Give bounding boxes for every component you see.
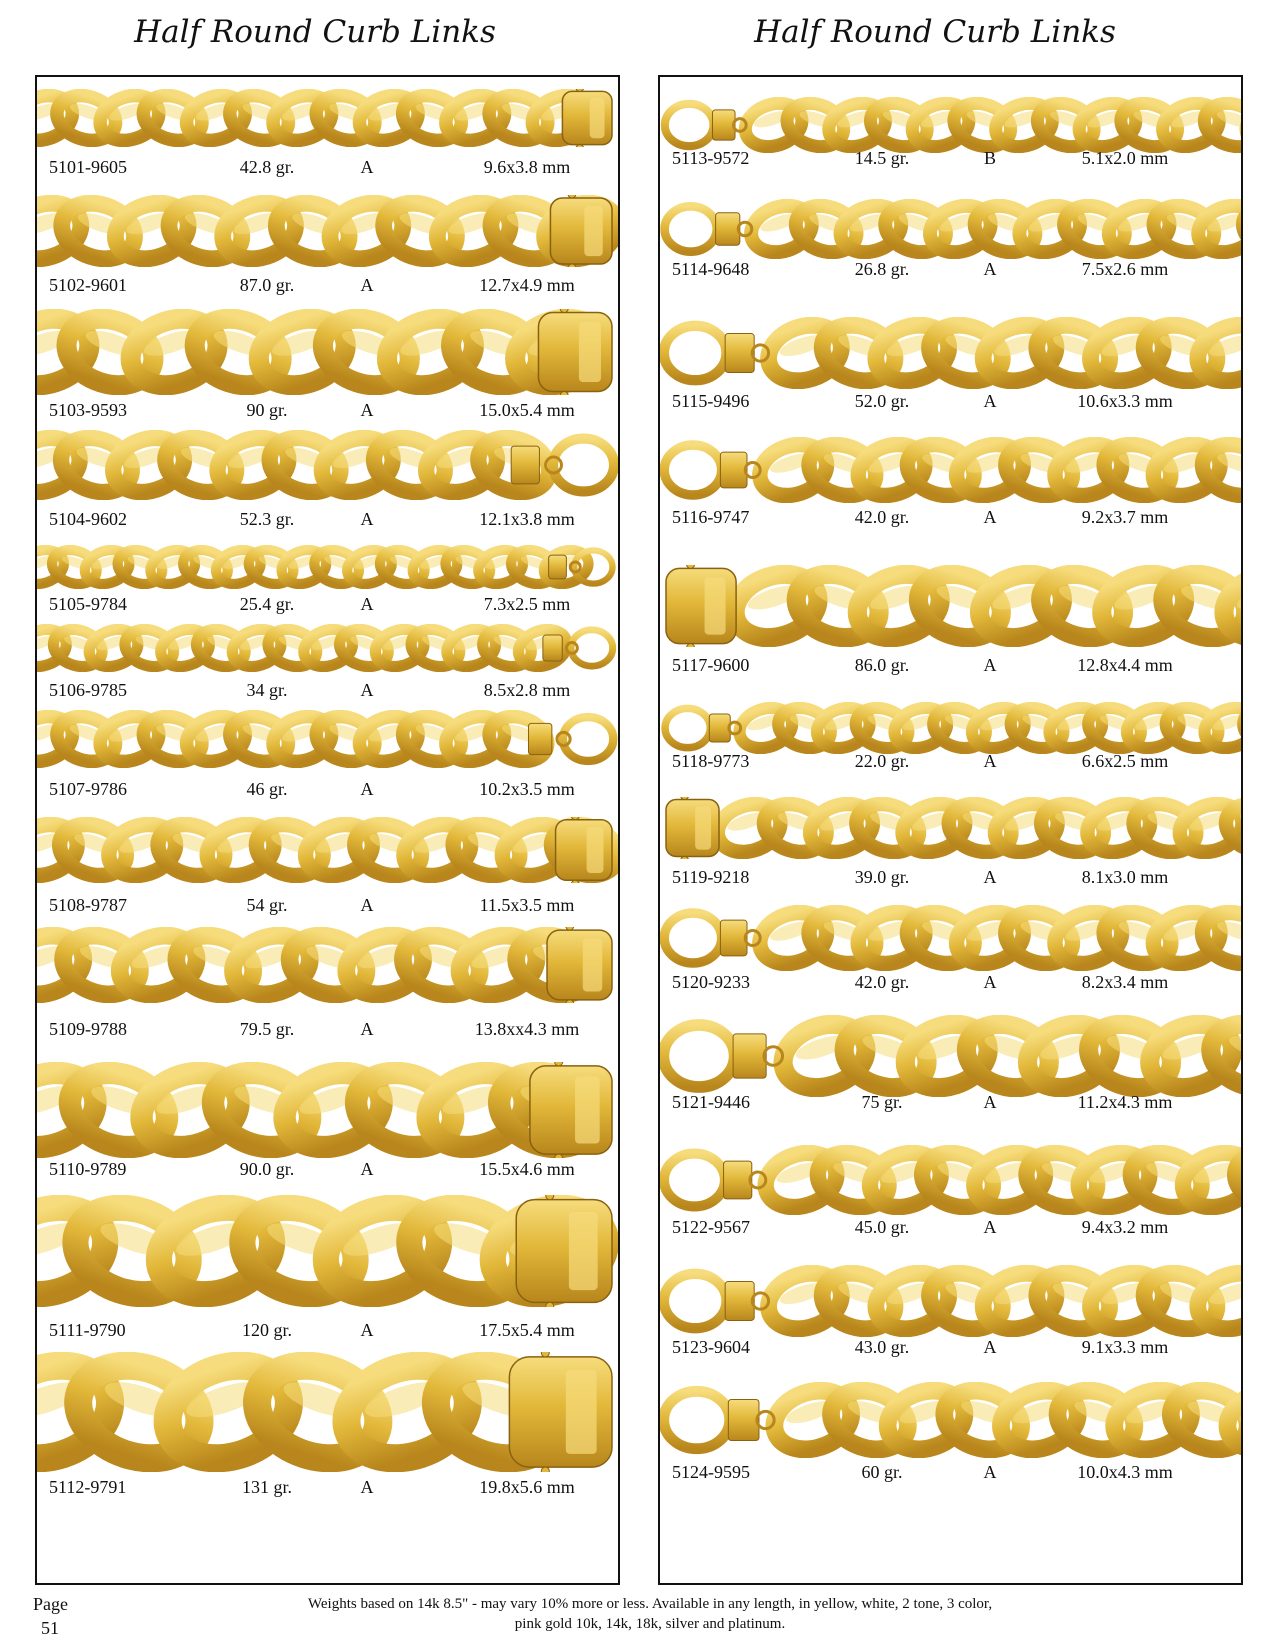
chain-image bbox=[37, 309, 618, 395]
left-catalog-panel bbox=[35, 75, 620, 1585]
item-grade: A bbox=[983, 1217, 997, 1237]
item-grade: A bbox=[360, 1019, 374, 1039]
lobster-clasp-icon bbox=[664, 326, 769, 380]
chain-item bbox=[660, 702, 1241, 775]
chain-image bbox=[660, 97, 1241, 153]
item-code: 5106-9785 bbox=[49, 680, 127, 700]
item-grade: B bbox=[983, 148, 996, 168]
item-weight: 52.0 gr. bbox=[854, 391, 910, 411]
chain-spec-row bbox=[660, 972, 1241, 996]
box-clasp-icon bbox=[562, 89, 612, 147]
chain-links bbox=[37, 624, 572, 672]
item-grade: A bbox=[983, 1337, 997, 1357]
chain-photo bbox=[37, 309, 618, 395]
item-size: 12.8x4.4 mm bbox=[1077, 655, 1173, 675]
chain-item bbox=[660, 797, 1241, 891]
item-grade: A bbox=[360, 594, 374, 614]
item-size: 6.6x2.5 mm bbox=[1081, 751, 1169, 771]
chain-photo bbox=[37, 89, 618, 147]
item-code: 5114-9648 bbox=[672, 259, 750, 279]
item-code: 5108-9787 bbox=[49, 895, 127, 915]
chain-spec-row bbox=[37, 275, 618, 299]
chain-spec-row bbox=[660, 655, 1241, 679]
lobster-clasp-icon bbox=[511, 439, 614, 492]
page-number: 51 bbox=[41, 1618, 59, 1638]
chain-image bbox=[660, 1015, 1241, 1097]
item-weight: 39.0 gr. bbox=[854, 867, 910, 887]
chain-item bbox=[660, 1015, 1241, 1116]
chain-item bbox=[660, 1382, 1241, 1486]
item-weight: 87.0 gr. bbox=[239, 275, 295, 295]
item-size: 15.0x5.4 mm bbox=[479, 400, 575, 420]
chain-item bbox=[37, 1195, 618, 1344]
chain-spec-row bbox=[37, 680, 618, 704]
chain-item bbox=[37, 710, 618, 803]
item-size: 11.2x4.3 mm bbox=[1077, 1092, 1173, 1112]
chain-spec-row bbox=[660, 1337, 1241, 1361]
chain-item bbox=[660, 199, 1241, 283]
chain-links bbox=[37, 817, 618, 883]
chain-links bbox=[727, 565, 1241, 647]
chain-photo bbox=[660, 797, 1241, 859]
chain-image bbox=[37, 89, 618, 147]
item-grade: A bbox=[983, 1462, 997, 1482]
chain-links bbox=[37, 545, 593, 589]
item-grade: A bbox=[983, 972, 997, 992]
chain-spec-row bbox=[660, 867, 1241, 891]
chain-photo bbox=[37, 195, 618, 267]
chain-spec-row bbox=[37, 1477, 618, 1501]
chain-photo bbox=[660, 1382, 1241, 1458]
item-size: 7.3x2.5 mm bbox=[483, 594, 571, 614]
chain-image bbox=[660, 905, 1241, 971]
right-catalog-panel bbox=[658, 75, 1243, 1585]
chain-photo bbox=[660, 905, 1241, 971]
item-weight: 52.3 gr. bbox=[239, 509, 295, 529]
chain-item bbox=[660, 1265, 1241, 1361]
chain-item bbox=[37, 624, 618, 704]
item-size: 11.5x3.5 mm bbox=[479, 895, 575, 915]
item-weight: 79.5 gr. bbox=[239, 1019, 295, 1039]
chain-spec-row bbox=[37, 509, 618, 533]
chain-links bbox=[37, 1062, 606, 1158]
chain-photo bbox=[37, 545, 618, 589]
item-size: 12.1x3.8 mm bbox=[479, 509, 575, 529]
item-grade: A bbox=[983, 655, 997, 675]
chain-links bbox=[37, 430, 556, 500]
chain-photo bbox=[37, 927, 618, 1003]
item-grade: A bbox=[983, 751, 997, 771]
chain-image bbox=[37, 1195, 618, 1307]
page-label bbox=[33, 1592, 113, 1640]
item-size: 8.5x2.8 mm bbox=[483, 680, 571, 700]
footnote bbox=[200, 1594, 1100, 1634]
item-code: 5103-9593 bbox=[49, 400, 127, 420]
item-code: 5101-9605 bbox=[49, 157, 127, 177]
chain-item bbox=[37, 89, 618, 181]
box-clasp-icon bbox=[666, 797, 719, 859]
chain-image bbox=[37, 430, 618, 500]
chain-item bbox=[37, 1352, 618, 1501]
chain-image bbox=[37, 710, 618, 768]
lobster-clasp-icon bbox=[664, 1274, 769, 1328]
item-size: 7.5x2.6 mm bbox=[1081, 259, 1169, 279]
item-size: 9.2x3.7 mm bbox=[1081, 507, 1169, 527]
item-size: 10.6x3.3 mm bbox=[1077, 391, 1173, 411]
lobster-clasp-icon bbox=[665, 206, 752, 251]
box-clasp-icon bbox=[509, 1352, 612, 1472]
chain-spec-row bbox=[660, 1092, 1241, 1116]
item-size: 13.8xx4.3 mm bbox=[474, 1019, 580, 1039]
item-weight: 120 gr. bbox=[241, 1320, 292, 1340]
item-size: 15.5x4.6 mm bbox=[479, 1159, 575, 1179]
item-weight: 90.0 gr. bbox=[239, 1159, 295, 1179]
item-grade: A bbox=[360, 680, 374, 700]
box-clasp-icon bbox=[547, 927, 612, 1003]
lobster-clasp-icon bbox=[664, 445, 760, 495]
item-weight: 60 gr. bbox=[861, 1462, 903, 1482]
item-weight: 46 gr. bbox=[246, 779, 288, 799]
item-weight: 42.8 gr. bbox=[239, 157, 295, 177]
chain-item bbox=[37, 817, 618, 919]
item-size: 5.1x2.0 mm bbox=[1081, 148, 1169, 168]
item-weight: 25.4 gr. bbox=[239, 594, 295, 614]
chain-links bbox=[734, 702, 1241, 754]
chain-item bbox=[660, 1145, 1241, 1241]
item-code: 5104-9602 bbox=[49, 509, 127, 529]
chain-links bbox=[767, 1382, 1241, 1458]
chain-image bbox=[37, 1062, 618, 1158]
chain-photo bbox=[660, 199, 1241, 259]
item-weight: 45.0 gr. bbox=[854, 1217, 910, 1237]
chain-photo bbox=[37, 817, 618, 883]
item-grade: A bbox=[360, 1477, 374, 1497]
item-grade: A bbox=[360, 779, 374, 799]
item-size: 8.2x3.4 mm bbox=[1081, 972, 1169, 992]
item-weight: 22.0 gr. bbox=[854, 751, 910, 771]
chain-spec-row bbox=[37, 779, 618, 803]
box-clasp-icon bbox=[556, 817, 612, 883]
chain-image bbox=[660, 199, 1241, 259]
chain-links bbox=[745, 199, 1241, 259]
box-clasp-icon bbox=[550, 195, 612, 267]
page-title-right: Half Round Curb Links bbox=[754, 14, 1116, 50]
lobster-clasp-icon bbox=[664, 1391, 774, 1448]
chain-spec-row bbox=[37, 1019, 618, 1043]
item-code: 5120-9233 bbox=[672, 972, 750, 992]
chain-photo bbox=[660, 437, 1241, 503]
item-code: 5102-9601 bbox=[49, 275, 127, 295]
item-weight: 131 gr. bbox=[241, 1477, 292, 1497]
item-size: 17.5x5.4 mm bbox=[479, 1320, 575, 1340]
chain-links bbox=[753, 905, 1241, 971]
chain-photo bbox=[37, 430, 618, 500]
item-grade: A bbox=[360, 895, 374, 915]
item-code: 5118-9773 bbox=[672, 751, 750, 771]
chain-image bbox=[660, 702, 1241, 754]
item-weight: 86.0 gr. bbox=[854, 655, 910, 675]
item-code: 5121-9446 bbox=[672, 1092, 750, 1112]
page-word: Page bbox=[33, 1594, 68, 1614]
chain-image bbox=[37, 545, 618, 589]
item-code: 5119-9218 bbox=[672, 867, 750, 887]
item-code: 5113-9572 bbox=[672, 148, 750, 168]
chain-photo bbox=[37, 1195, 618, 1307]
item-weight: 26.8 gr. bbox=[854, 259, 910, 279]
chain-links bbox=[753, 437, 1241, 503]
chain-links bbox=[37, 195, 618, 267]
chain-image bbox=[660, 317, 1241, 389]
chain-photo bbox=[660, 1265, 1241, 1337]
chain-image bbox=[37, 195, 618, 267]
box-clasp-icon bbox=[516, 1195, 612, 1307]
chain-item bbox=[660, 437, 1241, 531]
chain-item bbox=[37, 309, 618, 424]
item-code: 5115-9496 bbox=[672, 391, 750, 411]
chain-image bbox=[660, 565, 1241, 647]
item-code: 5111-9790 bbox=[49, 1320, 126, 1340]
item-weight: 42.0 gr. bbox=[854, 972, 910, 992]
chain-image bbox=[37, 624, 618, 672]
chain-links bbox=[712, 797, 1241, 859]
chain-spec-row bbox=[37, 1320, 618, 1344]
chain-photo bbox=[660, 1145, 1241, 1215]
lobster-clasp-icon bbox=[664, 1154, 766, 1207]
chain-links bbox=[761, 317, 1241, 389]
chain-item bbox=[660, 317, 1241, 415]
chain-image bbox=[660, 797, 1241, 859]
chain-spec-row bbox=[37, 157, 618, 181]
chain-links bbox=[775, 1015, 1241, 1097]
item-size: 9.4x3.2 mm bbox=[1081, 1217, 1169, 1237]
item-grade: A bbox=[983, 867, 997, 887]
chain-links bbox=[761, 1265, 1241, 1337]
chain-spec-row bbox=[660, 751, 1241, 775]
chain-photo bbox=[660, 702, 1241, 754]
item-grade: A bbox=[983, 391, 997, 411]
chain-photo bbox=[660, 1015, 1241, 1097]
chain-item bbox=[37, 430, 618, 533]
chain-spec-row bbox=[660, 148, 1241, 172]
item-code: 5122-9567 bbox=[672, 1217, 750, 1237]
chain-image bbox=[660, 1145, 1241, 1215]
item-grade: A bbox=[983, 259, 997, 279]
item-weight: 14.5 gr. bbox=[854, 148, 910, 168]
chain-photo bbox=[660, 97, 1241, 153]
chain-links bbox=[740, 97, 1241, 153]
chain-photo bbox=[660, 317, 1241, 389]
chain-item bbox=[660, 905, 1241, 996]
chain-item bbox=[37, 195, 618, 299]
item-grade: A bbox=[983, 507, 997, 527]
box-clasp-icon bbox=[530, 1062, 612, 1158]
item-code: 5116-9747 bbox=[672, 507, 750, 527]
item-size: 8.1x3.0 mm bbox=[1081, 867, 1169, 887]
item-grade: A bbox=[360, 1159, 374, 1179]
item-grade: A bbox=[360, 275, 374, 295]
item-size: 19.8x5.6 mm bbox=[479, 1477, 575, 1497]
item-code: 5112-9791 bbox=[49, 1477, 127, 1497]
chain-item bbox=[660, 97, 1241, 172]
box-clasp-icon bbox=[538, 309, 612, 395]
item-size: 9.6x3.8 mm bbox=[483, 157, 571, 177]
lobster-clasp-icon bbox=[663, 1025, 782, 1087]
item-grade: A bbox=[360, 1320, 374, 1340]
lobster-clasp-icon bbox=[528, 717, 613, 761]
item-code: 5105-9784 bbox=[49, 594, 127, 614]
item-grade: A bbox=[360, 509, 374, 529]
item-weight: 43.0 gr. bbox=[854, 1337, 910, 1357]
lobster-clasp-icon bbox=[549, 550, 613, 583]
chain-image bbox=[37, 927, 618, 1003]
chain-image bbox=[660, 1382, 1241, 1458]
chain-links bbox=[37, 927, 601, 1003]
item-weight: 34 gr. bbox=[246, 680, 288, 700]
item-code: 5124-9595 bbox=[672, 1462, 750, 1482]
item-grade: A bbox=[360, 400, 374, 420]
chain-links bbox=[37, 1352, 569, 1472]
chain-links bbox=[37, 89, 597, 147]
item-code: 5110-9789 bbox=[49, 1159, 127, 1179]
chain-links bbox=[37, 710, 554, 768]
item-weight: 90 gr. bbox=[246, 400, 288, 420]
chain-item bbox=[37, 545, 618, 618]
chain-photo bbox=[37, 624, 618, 672]
item-weight: 42.0 gr. bbox=[854, 507, 910, 527]
footnote-line-1: Weights based on 14k 8.5" - may vary 10% more or less. Available in any length, in yellow, white, 2 tone, 3 color, bbox=[307, 1596, 993, 1612]
item-size: 12.7x4.9 mm bbox=[479, 275, 575, 295]
item-size: 10.0x4.3 mm bbox=[1077, 1462, 1173, 1482]
chain-photo bbox=[37, 710, 618, 768]
chain-photo bbox=[37, 1352, 618, 1472]
chain-photo bbox=[660, 565, 1241, 647]
item-code: 5123-9604 bbox=[672, 1337, 750, 1357]
chain-item bbox=[37, 1062, 618, 1183]
chain-item bbox=[37, 927, 618, 1043]
box-clasp-icon bbox=[666, 565, 736, 647]
chain-spec-row bbox=[37, 400, 618, 424]
chain-links bbox=[759, 1145, 1241, 1215]
chain-image bbox=[37, 817, 618, 883]
chain-spec-row bbox=[660, 1462, 1241, 1486]
item-weight: 75 gr. bbox=[861, 1092, 903, 1112]
item-code: 5117-9600 bbox=[672, 655, 750, 675]
footnote-line-2: pink gold 10k, 14k, 18k, silver and platinum. bbox=[514, 1616, 786, 1632]
chain-spec-row bbox=[660, 391, 1241, 415]
chain-image bbox=[660, 437, 1241, 503]
item-size: 10.2x3.5 mm bbox=[479, 779, 575, 799]
lobster-clasp-icon bbox=[665, 104, 746, 146]
item-code: 5107-9786 bbox=[49, 779, 127, 799]
chain-links bbox=[37, 309, 611, 395]
item-grade: A bbox=[360, 157, 374, 177]
lobster-clasp-icon bbox=[543, 630, 613, 666]
item-code: 5109-9788 bbox=[49, 1019, 127, 1039]
chain-item bbox=[660, 565, 1241, 679]
chain-spec-row bbox=[660, 259, 1241, 283]
item-size: 9.1x3.3 mm bbox=[1081, 1337, 1169, 1357]
lobster-clasp-icon bbox=[665, 708, 741, 747]
chain-image bbox=[660, 1265, 1241, 1337]
chain-spec-row bbox=[37, 594, 618, 618]
chain-spec-row bbox=[37, 1159, 618, 1183]
page-title-left: Half Round Curb Links bbox=[134, 14, 496, 50]
item-weight: 54 gr. bbox=[246, 895, 288, 915]
chain-spec-row bbox=[37, 895, 618, 919]
chain-spec-row bbox=[660, 1217, 1241, 1241]
chain-image bbox=[37, 1352, 618, 1472]
lobster-clasp-icon bbox=[664, 913, 760, 963]
item-grade: A bbox=[983, 1092, 997, 1112]
chain-spec-row bbox=[660, 507, 1241, 531]
chain-photo bbox=[37, 1062, 618, 1158]
